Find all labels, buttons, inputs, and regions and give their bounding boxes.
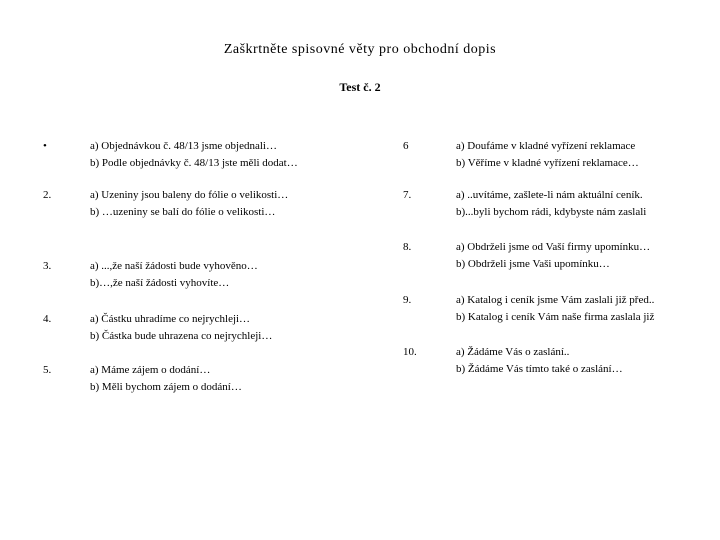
question-9-option-a[interactable]: a) Katalog i ceník jsme Vám zaslali již před.. (456, 294, 655, 306)
question-number-10: 10. (403, 346, 417, 358)
question-6-option-a[interactable]: a) Doufáme v kladné vyřízení reklamace (456, 140, 636, 152)
question-7 (456, 187, 646, 221)
question-number-2: 2. (43, 189, 52, 201)
question-10 (456, 344, 623, 378)
question-4-option-a[interactable]: a) Částku uhradíme co nejrychleji… (90, 313, 251, 325)
question-5 (90, 362, 242, 396)
question-1 (90, 138, 298, 172)
question-4 (90, 311, 272, 345)
page-title: Zaškrtněte spisovné věty pro obchodní dopis (223, 42, 497, 57)
question-7-option-b[interactable]: b)...byli bychom rádi, kdybyste nám zaslali (456, 206, 647, 218)
question-2-option-a[interactable]: a) Uzeniny jsou baleny do fólie o velikosti… (90, 189, 289, 201)
question-8 (456, 239, 650, 273)
question-3 (90, 258, 258, 292)
question-number-5: 5. (43, 364, 52, 376)
question-1-option-b[interactable]: b) Podle objednávky č. 48/13 jste měli dodat… (90, 157, 298, 169)
test-number: Test č. 2 (339, 80, 381, 94)
question-2-option-b[interactable]: b) …uzeniny se balí do fólie o velikosti… (90, 206, 276, 218)
question-4-option-b[interactable]: b) Částka bude uhrazena co nejrychleji… (90, 330, 273, 342)
question-5-option-a[interactable]: a) Máme zájem o dodání… (90, 364, 211, 376)
question-number-8: 8. (403, 241, 412, 253)
question-6-option-b[interactable]: b) Věříme v kladné vyřízení reklamace… (456, 157, 639, 169)
question-5-option-b[interactable]: b) Měli bychom zájem o dodání… (90, 381, 242, 393)
question-3-option-b[interactable]: b)…,že naší žádosti vyhovíte… (90, 277, 230, 289)
question-number-1: • (43, 140, 47, 152)
question-8-option-b[interactable]: b) Obdrželi jsme Vaši upomínku… (456, 258, 610, 270)
question-number-4: 4. (43, 313, 52, 325)
question-10-option-a[interactable]: a) Žádáme Vás o zaslání.. (456, 346, 570, 358)
question-9 (456, 292, 654, 326)
question-10-option-b[interactable]: b) Žádáme Vás tímto také o zaslání… (456, 363, 623, 375)
question-1-option-a[interactable]: a) Objednávkou č. 48/13 jsme objednali… (90, 140, 277, 152)
question-3-option-a[interactable]: a) ...,že naší žádosti bude vyhověno… (90, 260, 258, 272)
question-number-6: 6 (403, 140, 409, 152)
question-6 (456, 138, 639, 172)
question-2 (90, 187, 288, 221)
question-number-9: 9. (403, 294, 412, 306)
question-number-3: 3. (43, 260, 52, 272)
question-8-option-a[interactable]: a) Obdrželi jsme od Vaší firmy upomínku… (456, 241, 651, 253)
question-9-option-b[interactable]: b) Katalog i ceník Vám naše firma zaslala již (456, 311, 655, 323)
question-number-7: 7. (403, 189, 412, 201)
question-7-option-a[interactable]: a) ..uvítáme, zašlete-li nám aktuální ceník. (456, 189, 643, 201)
